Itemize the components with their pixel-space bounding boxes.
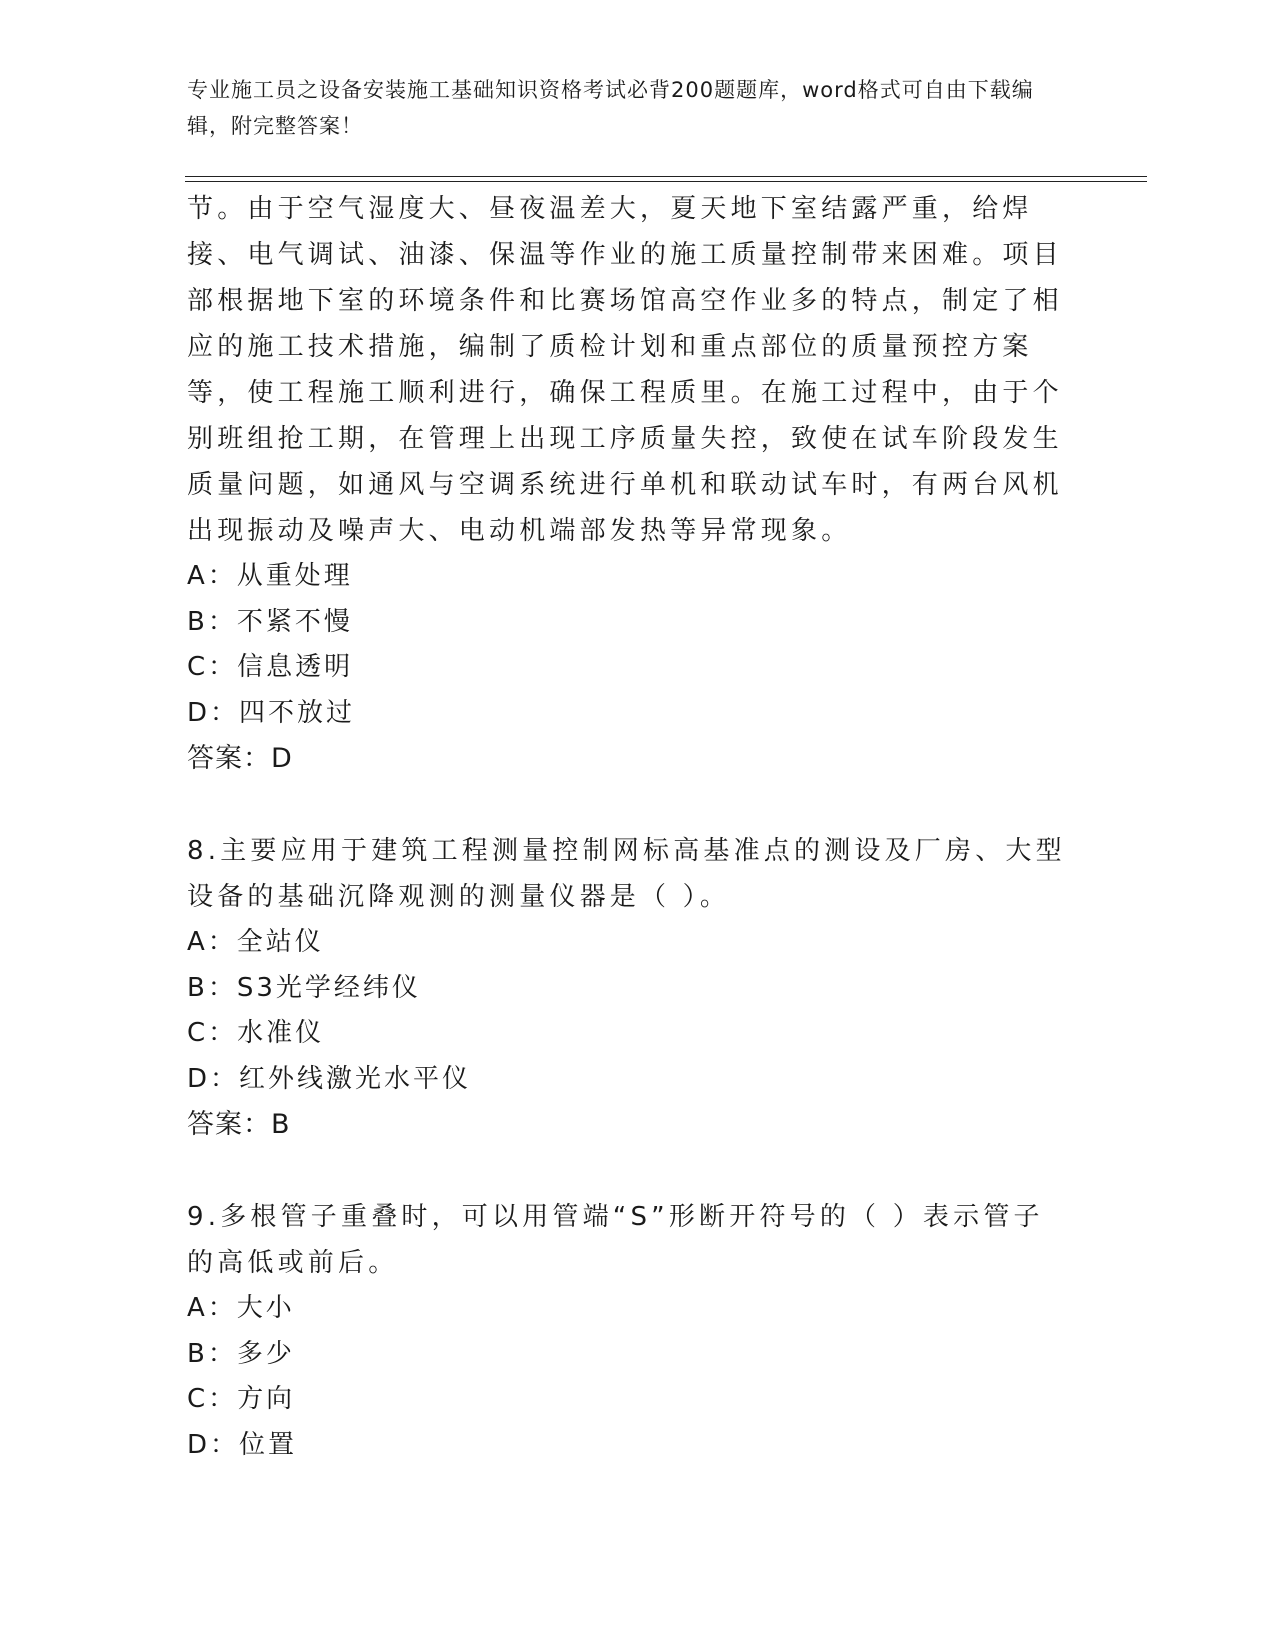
option-label: A： <box>187 561 237 591</box>
header-rule-top <box>185 176 1147 177</box>
option-a <box>187 1286 1067 1332</box>
option-c <box>187 1011 1067 1057</box>
option-d <box>187 691 1067 737</box>
option-c <box>187 645 1067 691</box>
question-text: 8.主要应用于建筑工程测量控制网标高基准点的测设及厂房、大型设备的基础沉降观测的测量仪器是（ ）。 <box>187 836 1066 912</box>
option-text: 从重处理 <box>236 561 353 591</box>
header-title: 专业施工员之设备安装施工基础知识资格考试必背200题题库，word格式可自由下载编辑，附完整答案！ <box>187 78 1034 138</box>
option-b <box>187 1332 1067 1378</box>
question-7-continuation <box>187 186 1067 782</box>
option-text: 水准仪 <box>237 1018 325 1048</box>
option-text: 不紧不慢 <box>236 606 353 637</box>
question-text: 9.多根管子重叠时，可以用管端“S”形断开符号的（ ）表示管子的高低或前后。 <box>187 1202 1044 1278</box>
option-label: C： <box>187 1018 238 1048</box>
option-text: 红外线激光水平仪 <box>239 1063 472 1094</box>
option-d <box>187 1423 1067 1469</box>
answer-line: 答案：D <box>187 743 293 774</box>
option-text: 信息透明 <box>237 652 354 682</box>
header-rule-bottom <box>185 181 1147 182</box>
option-text: 大小 <box>236 1293 295 1323</box>
option-c <box>187 1377 1067 1423</box>
spacer <box>187 782 1067 828</box>
option-b <box>187 966 1067 1012</box>
question-9 <box>187 1194 1067 1468</box>
option-b <box>187 600 1067 646</box>
spacer <box>187 1148 1067 1194</box>
answer-line: 答案：B <box>187 1109 291 1140</box>
option-text: 位置 <box>239 1429 298 1460</box>
option-label: B： <box>187 1338 237 1369</box>
option-label: B： <box>187 606 237 637</box>
option-label: B： <box>187 972 237 1003</box>
option-label: D： <box>187 1429 240 1460</box>
option-label: D： <box>187 1063 240 1094</box>
option-label: A： <box>187 927 237 957</box>
option-text: 方向 <box>237 1384 296 1414</box>
option-text: 四不放过 <box>239 697 356 728</box>
option-label: C： <box>187 652 238 682</box>
option-label: D： <box>187 697 240 728</box>
option-d <box>187 1057 1067 1103</box>
option-text: 全站仪 <box>236 927 324 957</box>
question-8 <box>187 828 1067 1148</box>
option-text: 多少 <box>236 1338 295 1369</box>
option-a <box>187 920 1067 966</box>
document-header <box>187 72 1067 144</box>
option-a <box>187 554 1067 600</box>
option-label: A： <box>187 1293 237 1323</box>
option-text: S3光学经纬仪 <box>236 972 421 1003</box>
option-label: C： <box>187 1384 238 1414</box>
document-body <box>187 186 1067 1468</box>
question-text-continuation: 节。由于空气湿度大、昼夜温差大，夏天地下室结露严重，给焊接、电气调试、油漆、保温等作业的施工质量控制带来困难。项目部根据地下室的环境条件和比赛场馆高空作业多的特点，制定了相应的施工技术措施，编制了质检计划和重点部位的质量预控方案等，使工程施工顺利进行，确保工程质里。在施工过程中，由于个别班组抢工期，在管理上出现工序质量失控，致使在试车阶段发生质量问题，如通风与空调系统进行单机和联动试车时，有两台风机出现振动及噪声大、电动机端部发热等异常现象。 <box>187 194 1063 546</box>
